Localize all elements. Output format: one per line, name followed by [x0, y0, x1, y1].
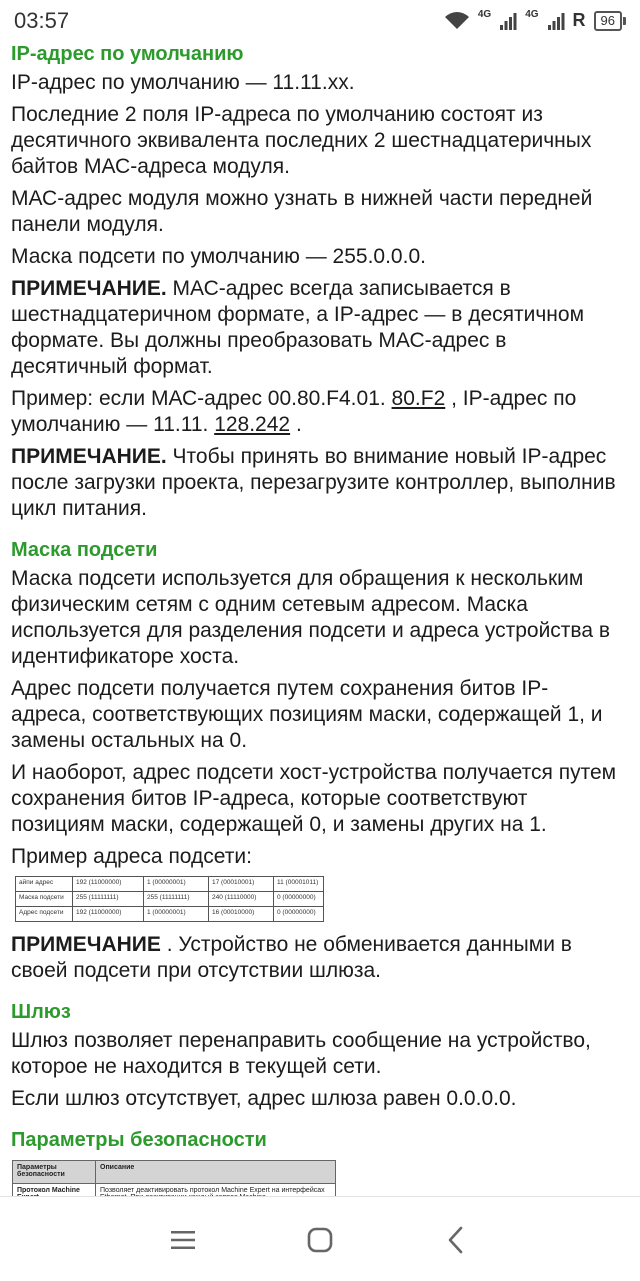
example-text-c: .	[290, 413, 302, 436]
table-row	[16, 892, 324, 907]
ip-paragraph-3: МАС-адрес модуля можно узнать в нижней части передней панели модуля.	[11, 187, 593, 236]
document-content	[11, 42, 621, 1205]
section-title-mask: Маска подсети	[11, 539, 158, 561]
table-cell: 1 (00000001)	[144, 877, 209, 892]
menu-icon	[169, 1228, 197, 1252]
table-cell: Позволяет деактивировать протокол Machine Expert на интерфейсах	[96, 1184, 336, 1205]
table-header-cell: Описание	[96, 1161, 336, 1184]
signal-icon-2	[547, 11, 565, 31]
navigation-bar	[0, 1196, 640, 1281]
param-name: Протокол Machine	[17, 1187, 80, 1194]
ip-note-2	[11, 444, 621, 522]
mask-paragraph-4: Пример адреса подсети:	[11, 845, 252, 868]
note-text: МАС-адрес всегда записывается в шестнадцатеричном формате, а IP-адрес — в десятичном формате. Вы должны преобразовать МАС-адрес в десятичный формат.	[11, 277, 585, 378]
subnet-example-table	[15, 876, 324, 922]
table-cell: 192 (11000000)	[73, 877, 144, 892]
example-mac-link[interactable]: 80.F2	[391, 387, 446, 410]
note-text: . Устройство не обменивается данными в своей подсети при отсутствии шлюза.	[11, 933, 572, 982]
back-icon	[444, 1225, 468, 1255]
table-cell: 192 (11000000)	[73, 907, 144, 922]
ip-paragraph-4: Маска подсети по умолчанию — 255.0.0.0.	[11, 245, 426, 268]
table-cell: 0 (00000000)	[274, 907, 324, 922]
note-label: ПРИМЕЧАНИЕ	[11, 933, 161, 956]
status-bar	[0, 0, 640, 44]
table-header-cell: Параметры безопасности	[13, 1161, 96, 1184]
table-cell: Адрес подсети	[16, 907, 73, 922]
network-type-2: 4G	[525, 9, 539, 20]
note-text: Чтобы принять во внимание новый IP-адрес после загрузки проекта, перезагрузите контроллер, выполнив цикл питания.	[11, 445, 616, 520]
gateway-paragraph-2: Если шлюз отсутствует, адрес шлюза равен 0.0.0.0.	[11, 1087, 517, 1110]
mask-paragraph-1: Маска подсети используется для обращения к нескольким физическим сетям с одним сетевым адресом. Маска используется для разделения подсети и адреса устройства в идентификаторе хоста.	[11, 567, 611, 668]
ip-paragraph-1: IP-адрес по умолчанию — 11.11.xx.	[11, 71, 355, 94]
mask-paragraph-2: Адрес подсети получается путем сохранения битов IP-адреса, соответствующих позициям маски, содержащей 1, и замены остальных на 0.	[11, 677, 603, 752]
note-label: ПРИМЕЧАНИЕ.	[11, 277, 167, 300]
status-time: 03:57	[14, 8, 70, 33]
table-cell: Маска подсети	[16, 892, 73, 907]
note-label: ПРИМЕЧАНИЕ.	[11, 445, 167, 468]
menu-button[interactable]	[163, 1223, 203, 1257]
example-ip-link[interactable]: 128.242	[214, 413, 291, 436]
table-row	[16, 877, 324, 892]
table-cell: айпи адрес	[16, 877, 73, 892]
battery-level: 96	[594, 11, 622, 31]
battery-tip	[623, 17, 626, 25]
table-cell: 0 (00000000)	[274, 892, 324, 907]
table-cell: 1 (00000001)	[144, 907, 209, 922]
table-cell: 11 (00001011)	[274, 877, 324, 892]
signal-icon-1	[499, 11, 517, 31]
table-cell: 16 (00010000)	[209, 907, 274, 922]
table-cell: 255 (11111111)	[73, 892, 144, 907]
section-title-gateway: Шлюз	[11, 1001, 71, 1023]
mask-paragraph-3: И наоборот, адрес подсети хост-устройства получается путем сохранения битов IP-адреса, которые соответствуют позициям маски, содержащей 0, и замены других на 1.	[11, 761, 617, 836]
table-cell: 240 (11110000)	[209, 892, 274, 907]
wifi-icon	[444, 11, 470, 31]
ip-example	[11, 386, 621, 438]
back-button[interactable]	[436, 1223, 476, 1257]
table-row	[16, 907, 324, 922]
home-button[interactable]	[300, 1223, 340, 1257]
section-title-security: Параметры безопасности	[11, 1129, 267, 1151]
battery-icon	[594, 11, 626, 31]
home-icon	[306, 1226, 334, 1254]
table-header-row	[13, 1161, 336, 1184]
network-type-1: 4G	[477, 9, 492, 20]
roaming-indicator: R	[572, 10, 586, 30]
ip-note-1	[11, 276, 621, 380]
mask-note	[11, 932, 621, 984]
ip-paragraph-2: Последние 2 поля IP-адреса по умолчанию состоят из десятичного эквивалента последних 2 шестнадцатеричных байтов МАС-адреса модуля.	[11, 103, 592, 178]
status-icons	[444, 10, 626, 31]
table-cell: 17 (00010001)	[209, 877, 274, 892]
table-cell: 255 (11111111)	[144, 892, 209, 907]
example-text-b: , IP-адрес по умолчанию — 11.11.	[11, 387, 577, 436]
example-text-a: Пример: если МАС-адрес 00.80.F4.01.	[11, 387, 392, 410]
gateway-paragraph-1: Шлюз позволяет перенаправить сообщение на устройство, которое не находится в текущей сети.	[11, 1029, 591, 1078]
section-title-ip: IP-адрес по умолчанию	[11, 43, 244, 65]
